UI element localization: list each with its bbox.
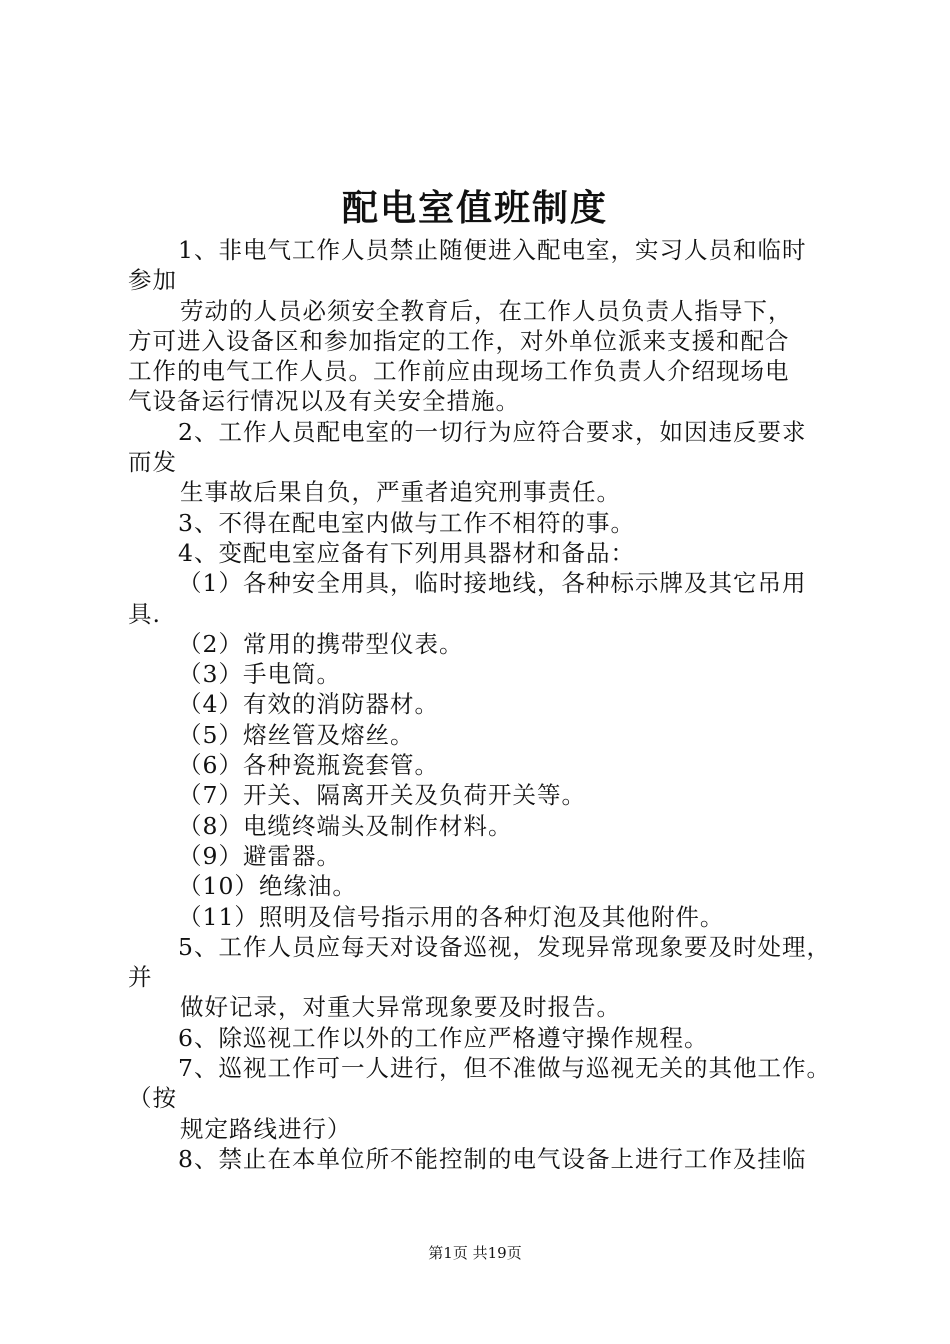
list-item: （7）开关、隔离开关及负荷开关等。	[178, 781, 586, 810]
paragraph-line: （按	[128, 1084, 177, 1113]
list-item: （1）各种安全用具，临时接地线，各种标示牌及其它吊用	[178, 569, 807, 598]
paragraph-line: 6、除巡视工作以外的工作应严格遵守操作规程。	[178, 1023, 709, 1052]
page-footer: 第1页 共19页	[428, 1244, 522, 1262]
paragraph-line: 参加	[128, 266, 177, 295]
paragraph-line: 1、非电气工作人员禁止随便进入配电室，实习人员和临时	[178, 236, 807, 264]
paragraph-line: 8、禁止在本单位所不能控制的电气设备上进行工作及挂临	[178, 1144, 807, 1173]
paragraph-line: 方可进入设备区和参加指定的工作，对外单位派来支援和配合	[128, 326, 790, 355]
paragraph-line: 5、工作人员应每天对设备巡视，发现异常现象要及时处理，	[178, 932, 831, 961]
list-item: （11）照明及信号指示用的各种灯泡及其他附件。	[178, 902, 725, 931]
paragraph-line: 4、变配电室应备有下列用具器材和备品：	[178, 538, 635, 567]
list-item: （9）避雷器。	[178, 841, 341, 870]
paragraph-line: 具.	[128, 599, 161, 628]
list-item: （8）电缆终端头及制作材料。	[178, 811, 513, 840]
paragraph-line: 7、巡视工作可一人进行，但不准做与巡视无关的其他工作。	[178, 1054, 831, 1083]
list-item: （10）绝缘油。	[178, 872, 357, 901]
paragraph-line: 气设备运行情况以及有关安全措施。	[128, 387, 520, 416]
paragraph-line: 规定路线进行）	[180, 1114, 352, 1143]
paragraph-line: 工作的电气工作人员。工作前应由现场工作负责人介绍现场电	[128, 357, 790, 386]
paragraph-line: 2、工作人员配电室的一切行为应符合要求，如因违反要求	[178, 417, 807, 446]
paragraph-line: 而发	[128, 448, 177, 477]
paragraph-line: 做好记录，对重大异常现象要及时报告。	[180, 993, 621, 1022]
document-title: 配电室值班制度	[341, 187, 608, 229]
list-item: （5）熔丝管及熔丝。	[178, 720, 415, 749]
document-body	[128, 235, 840, 1174]
list-item: （4）有效的消防器材。	[178, 690, 439, 719]
paragraph-line: 劳动的人员必须安全教育后，在工作人员负责人指导下，	[180, 296, 793, 325]
paragraph-line: 并	[128, 963, 153, 992]
list-item: （6）各种瓷瓶瓷套管。	[178, 751, 439, 780]
paragraph-line: 3、不得在配电室内做与工作不相符的事。	[178, 508, 635, 537]
list-item: （2）常用的携带型仪表。	[178, 629, 464, 658]
list-item: （3）手电筒。	[178, 660, 341, 689]
paragraph-line: 生事故后果自负，严重者追究刑事责任。	[180, 478, 621, 507]
